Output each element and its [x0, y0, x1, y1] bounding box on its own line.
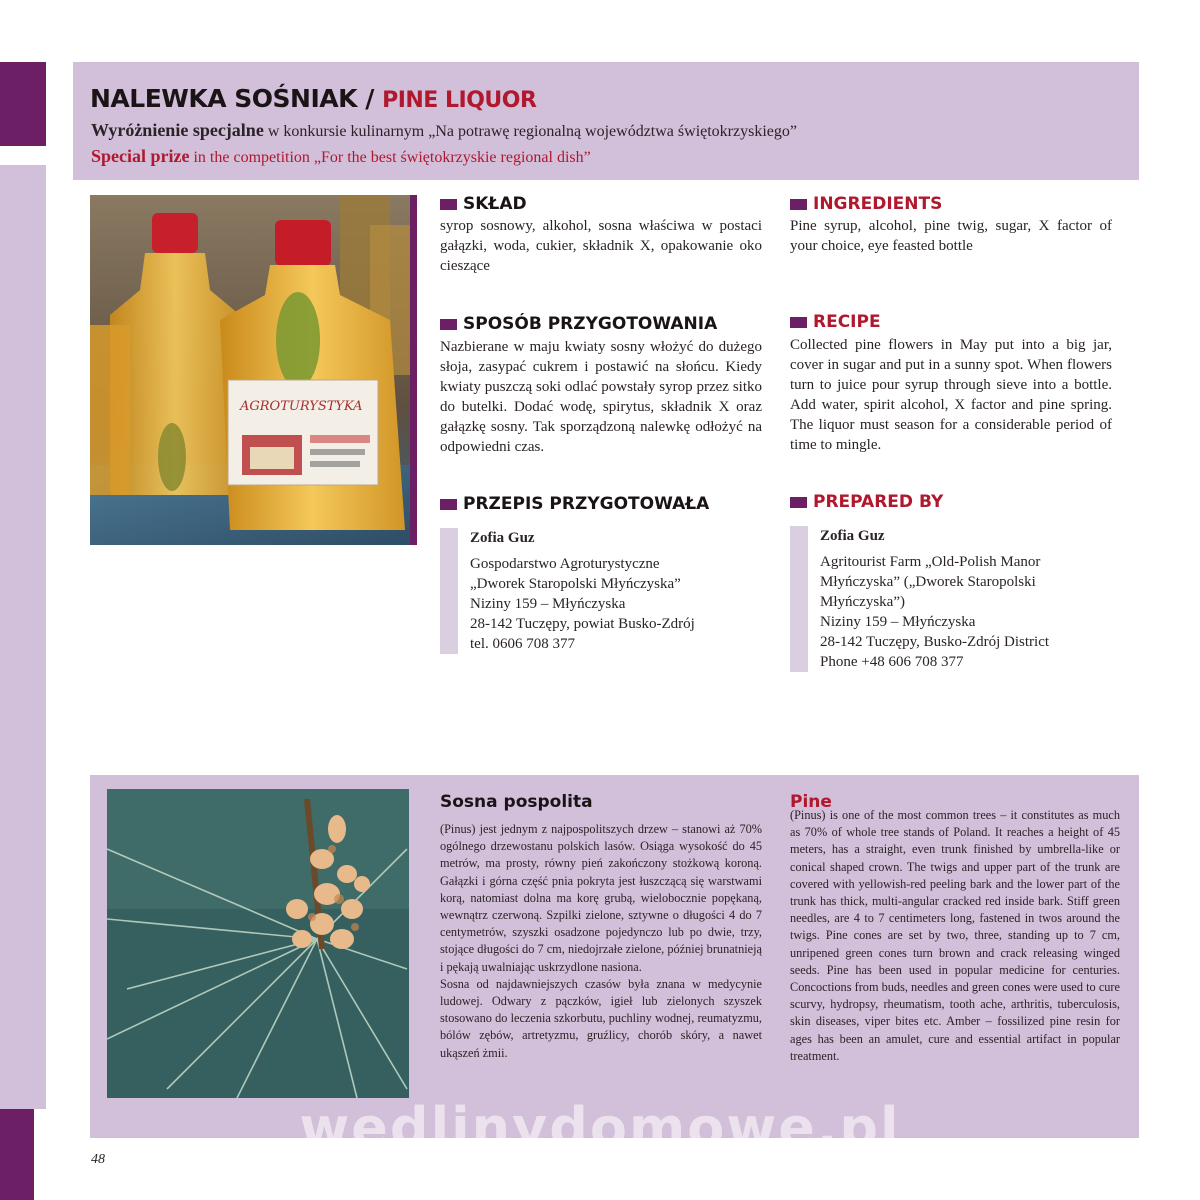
author-name-en: Zofia Guz: [820, 528, 885, 544]
heading-prepared-by-text: PREPARED BY: [813, 492, 944, 512]
heading-pine: Pine: [790, 792, 832, 812]
edge-bar-light: [0, 165, 46, 1109]
heading-przepis: [440, 494, 709, 514]
author-block-pl: [440, 528, 762, 654]
photo-border-bar: [410, 195, 417, 545]
sposob-text: Nazbierane w maju kwiaty sosny włożyć do dużego słoja, zasypać cukrem i postawić na słońcu. Kiedy kwiaty puszczą soki odlać powstały syrop przez sitko do butelki. Dodać wodę, spirytus, składnik X oraz gałązkę sosny. Tak sporządzoną nalewkę odłożyć na odpowiedni czas.: [440, 339, 762, 455]
sosna-paragraph-2: Sosna od najdawniejszych czasów była znana w medycynie ludowej. Odwary z pączków, igieł lub zielonych szyszek stosowano do leczenia szkorbutu, puchliny wodnej, reumatyzmu, bólów zębów, artretyzmu, gruźlicy, chorób skóry, a nawet ukąszeń żmii.: [440, 976, 762, 1060]
edge-bar-top: [0, 62, 46, 146]
address-line: tel. 0606 708 377: [470, 636, 575, 652]
pine-flower-illustration: [107, 789, 409, 1098]
award-english-rest: in the competition „For the best świętokrzyskie regional dish”: [193, 149, 591, 166]
bottle-label-text: AGROTURYSTYKA: [240, 399, 363, 414]
award-polish: [91, 120, 797, 141]
recipe-text: Collected pine flowers in May put into a big jar, cover in sugar and put in a sunny spot. When flowers turn to juice pour syrup through sieve into a bottle. Add water, spirit alcohol, X factor and pine spring. The liquor must season for a considerable period of time to mingle.: [790, 337, 1112, 453]
liquor-bottles-illustration: [90, 195, 410, 545]
address-line: Gospodarstwo Agroturystyczne: [470, 556, 660, 572]
heading-prepared-by: [790, 492, 943, 512]
heading-square-icon: [440, 499, 457, 510]
address-line: 28-142 Tuczępy, powiat Busko-Zdrój: [470, 616, 695, 632]
heading-recipe-text: RECIPE: [813, 312, 881, 332]
address-line: Agritourist Farm „Old-Polish Manor Młyńczyska” („Dworek Staropolski Młyńczyska”): [820, 554, 1041, 610]
heading-square-icon: [440, 199, 457, 210]
author-block-en: [790, 526, 1112, 672]
heading-sosna: Sosna pospolita: [440, 792, 593, 812]
heading-sposob: [440, 314, 717, 334]
award-english: [91, 146, 591, 167]
sosna-paragraph-1: (Pinus) jest jednym z najpospolitszych drzew – stanowi aż 70% ogólnego drzewostanu polskich lasów. Osiąga wysokość do 45 metrów, ma prosty, równy pień zakończony stożkową koroną. Gałązki i górna część pnia pokryta jest łuszczącą się warstwami korą, natomiast dolna ma korę grubą, wielobocznie popękaną, wewnątrz czerwoną. Szpilki zielone, sztywne o długości 4 do 7 centymetrów, szyszki osadzone pojedynczo lub po dwie, trzy, stojące długości do 7 cm, niedojrzałe zielone, później brunatnieją i pękają uwalniając uskrzydlone nasiona.: [440, 822, 762, 974]
heading-ingredients-text: INGREDIENTS: [813, 194, 943, 214]
address-line: „Dworek Staropolski Młyńczyska”: [470, 576, 681, 592]
award-polish-bold: Wyróżnienie specjalne: [91, 120, 264, 140]
address-line: 28-142 Tuczępy, Busko-Zdrój District: [820, 634, 1050, 650]
page-title: [90, 84, 536, 113]
heading-ingredients: [790, 194, 942, 214]
ingredients-text: Pine syrup, alcohol, pine twig, sugar, X factor of your choice, eye feasted bottle: [790, 218, 1112, 254]
watermark: wedlinydomowe.pl: [299, 1096, 901, 1159]
title-english: PINE LIQUOR: [382, 88, 537, 113]
page-number: 48: [91, 1152, 105, 1167]
author-name-pl: Zofia Guz: [470, 530, 535, 546]
address-line: Niziny 159 – Młyńczyska: [470, 596, 626, 612]
heading-square-icon: [440, 319, 457, 330]
heading-square-icon: [790, 497, 807, 508]
header-band: [73, 62, 1139, 180]
title-separator: /: [365, 84, 374, 113]
heading-recipe: [790, 312, 881, 332]
pine-flower-photo: [107, 789, 409, 1098]
title-polish: NALEWKA SOŚNIAK: [90, 84, 357, 113]
heading-sklad: [440, 194, 527, 214]
pine-text: (Pinus) is one of the most common trees – it constitutes as much as 70% of whole tree stands of Poland. It reaches a height of 45 meters, has a straight, even trunk finished by umbrella-like or conical shaped crown. The twigs and upper part of the trunk are covered with yellowish-red peeling bark and the lower part of the trunk has thick, multi-angular cracked red inside bark. Stiff green needles, are 4 to 7 centimeters long, fastened in twos around the twigs. Pine cones are set by two, three, standing up to 7 cm, unripened green cones turn brown and crack releasing winged seeds. Pine has been used in popular medicine for centuries. Concoctions from buds, needles and green cones were used to cure scurvy, hydropsy, rheumatism, tooth ache, arthritis, tuberculosis, skin diseases, viper bites etc. Amber – fossilized pine resin for ages has been an amulet, cure and essential artifact in popular treatment.: [790, 808, 1120, 1063]
heading-sposob-text: SPOSÓB PRZYGOTOWANIA: [463, 314, 718, 334]
heading-przepis-text: PRZEPIS PRZYGOTOWAŁA: [463, 494, 710, 514]
address-line: Phone +48 606 708 377: [820, 654, 964, 670]
sklad-text: syrop sosnowy, alkohol, sosna właściwa w postaci gałązki, woda, cukier, składnik X, opakowanie oko cieszące: [440, 218, 762, 274]
heading-sklad-text: SKŁAD: [463, 194, 527, 214]
liquor-bottles-photo: [90, 195, 410, 545]
heading-square-icon: [790, 199, 807, 210]
award-english-bold: Special prize: [91, 146, 190, 166]
heading-square-icon: [790, 317, 807, 328]
award-polish-rest: w konkursie kulinarnym „Na potrawę regionalną województwa świętokrzyskiego”: [267, 123, 797, 140]
sosna-text: [440, 821, 762, 1062]
address-line: Niziny 159 – Młyńczyska: [820, 614, 976, 630]
